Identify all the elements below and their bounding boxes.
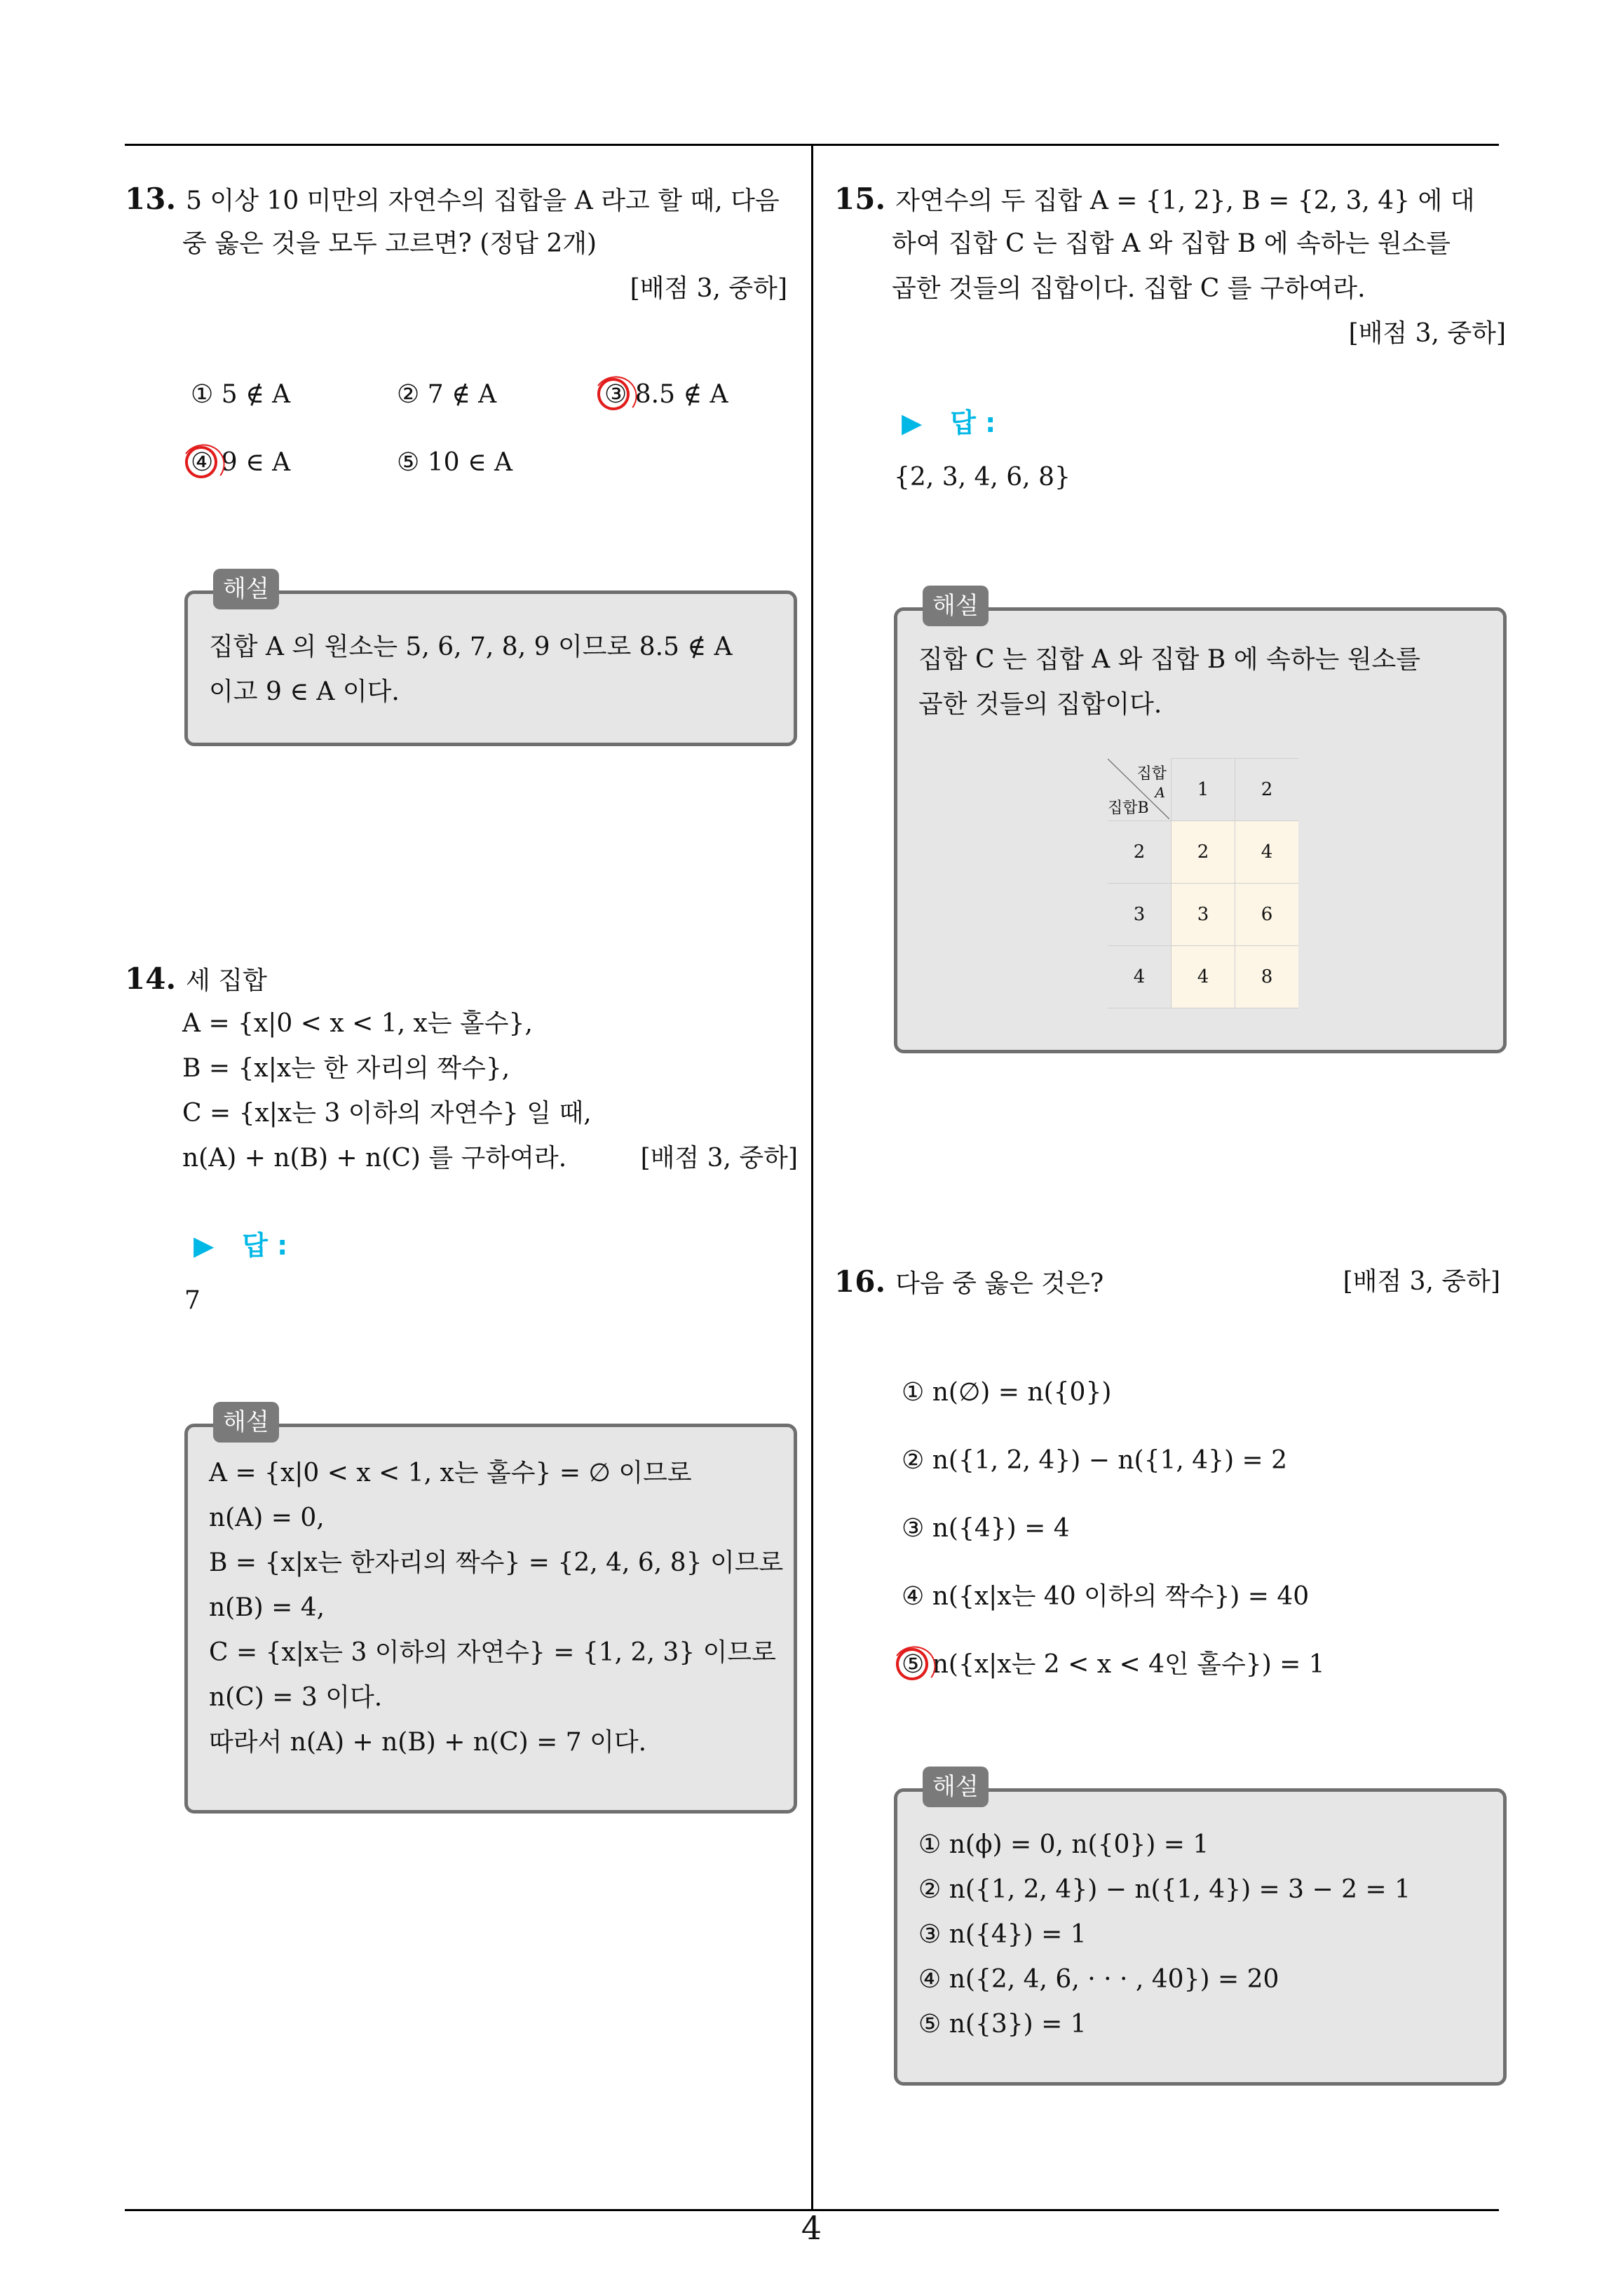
question-text-line: 자연수의 두 집합 A = {1, 2}, B = {2, 3, 4} 에 대 bbox=[895, 187, 1475, 215]
explanation-line: ⑤ n({3}) = 1 bbox=[918, 2010, 1087, 2039]
question-number: 13. bbox=[125, 182, 177, 216]
explanation-line: ② n({1, 2, 4}) − n({1, 4}) = 3 − 2 = 1 bbox=[918, 1875, 1411, 1904]
table-row-header: 3 bbox=[1108, 884, 1172, 946]
table-corner-cell: 집합 A 집합B bbox=[1108, 759, 1172, 821]
selected-mark-icon bbox=[182, 443, 219, 480]
choice-4[interactable]: ④ n({x|x는 40 이하의 짝수}) = 40 bbox=[902, 1582, 1310, 1611]
explanation-line: A = {x|0 < x < 1, x는 홀수} = ∅ 이므로 bbox=[209, 1459, 692, 1487]
question-15 bbox=[834, 177, 1507, 356]
play-arrow-icon: ▶ bbox=[193, 1230, 215, 1261]
answer-label: ▶ 답 : bbox=[193, 1230, 288, 1261]
question-13 bbox=[125, 177, 787, 311]
table-row-header: 2 bbox=[1108, 821, 1172, 884]
table-row-header: 4 bbox=[1108, 946, 1172, 1008]
selected-mark-icon bbox=[595, 375, 632, 412]
table-header-cell: 2 bbox=[1235, 759, 1299, 821]
explanation-title: 해설 bbox=[213, 569, 279, 609]
table-cell: 4 bbox=[1172, 946, 1235, 1008]
explanation-line: n(B) = 4, bbox=[209, 1593, 325, 1622]
answer-label: ▶ 답 : bbox=[902, 407, 996, 438]
explanation-line: n(A) = 0, bbox=[209, 1504, 325, 1532]
choice-2[interactable]: ② 7 ∉ A bbox=[397, 380, 497, 409]
choice-3[interactable]: ③ 8.5 ∉ A bbox=[604, 380, 728, 409]
table-header-cell: 1 bbox=[1172, 759, 1235, 821]
question-text-line: 세 집합 bbox=[186, 966, 267, 995]
explanation-box bbox=[894, 592, 1507, 1053]
explanation-line: 따라서 n(A) + n(B) + n(C) = 7 이다. bbox=[209, 1728, 647, 1757]
table-cell: 3 bbox=[1172, 884, 1235, 946]
question-number: 15. bbox=[834, 182, 886, 216]
score-label: [배점 3, 중하] bbox=[1343, 1267, 1500, 1296]
question-text-line: 5 이상 10 미만의 자연수의 집합을 A 라고 할 때, 다음 bbox=[186, 187, 780, 215]
choice-2[interactable]: ② n({1, 2, 4}) − n({1, 4}) = 2 bbox=[902, 1446, 1288, 1475]
choice-1[interactable]: ① 5 ∉ A bbox=[191, 380, 291, 409]
explanation-box bbox=[184, 1408, 797, 1814]
question-text-line: 하여 집합 C 는 집합 A 와 집합 B 에 속하는 원소를 bbox=[892, 229, 1451, 258]
explanation-line: ④ n({2, 4, 6, · · · , 40}) = 20 bbox=[918, 1965, 1279, 1994]
table-cell: 2 bbox=[1172, 821, 1235, 884]
explanation-line: n(C) = 3 이다. bbox=[209, 1683, 383, 1712]
table-cell: 8 bbox=[1235, 946, 1299, 1008]
answer-value: {2, 3, 4, 6, 8} bbox=[894, 463, 1071, 492]
choice-1[interactable]: ① n(∅) = n({0}) bbox=[902, 1378, 1112, 1407]
question-text-line: B = {x|x는 한 자리의 짝수}, bbox=[182, 1054, 510, 1083]
question-text-line: 중 옳은 것을 모두 고르면? (정답 2개) bbox=[182, 229, 597, 258]
page-number: 4 bbox=[801, 2209, 822, 2247]
question-text-line: A = {x|0 < x < 1, x는 홀수}, bbox=[182, 1009, 533, 1038]
selected-mark-icon bbox=[893, 1645, 930, 1682]
explanation-line: C = {x|x는 3 이하의 자연수} = {1, 2, 3} 이므로 bbox=[209, 1638, 776, 1667]
score-label: [배점 3, 중하] bbox=[630, 274, 787, 303]
choice-4[interactable]: ④ 9 ∈ A bbox=[191, 448, 291, 477]
question-16 bbox=[834, 1260, 1500, 1304]
explanation-title: 해설 bbox=[923, 1767, 989, 1807]
explanation-line: 집합 C 는 집합 A 와 집합 B 에 속하는 원소를 bbox=[918, 645, 1421, 674]
choice-5[interactable]: ⑤ n({x|x는 2 < x < 4인 홀수}) = 1 bbox=[902, 1650, 1325, 1679]
explanation-line: ① n(ϕ) = 0, n({0}) = 1 bbox=[918, 1830, 1209, 1859]
play-arrow-icon: ▶ bbox=[902, 407, 923, 438]
question-text-line: 다음 중 옳은 것은? bbox=[895, 1269, 1104, 1298]
choice-5[interactable]: ⑤ 10 ∈ A bbox=[397, 448, 513, 477]
explanation-title: 해설 bbox=[213, 1402, 279, 1443]
explanation-line: 이고 9 ∈ A 이다. bbox=[209, 677, 400, 706]
explanation-line: B = {x|x는 한자리의 짝수} = {2, 4, 6, 8} 이므로 bbox=[209, 1548, 784, 1577]
explanation-title: 해설 bbox=[923, 586, 989, 626]
question-number: 14. bbox=[125, 961, 177, 996]
answer-value: 7 bbox=[184, 1286, 201, 1315]
question-14 bbox=[125, 957, 798, 1181]
question-text-line: 곱한 것들의 집합이다. 집합 C 를 구하여라. bbox=[892, 274, 1366, 303]
table-cell: 4 bbox=[1235, 821, 1299, 884]
explanation-box bbox=[184, 575, 797, 746]
question-text-line: C = {x|x는 3 이하의 자연수} 일 때, bbox=[182, 1099, 592, 1128]
score-label: [배점 3, 중하] bbox=[1348, 319, 1506, 348]
table-cell: 6 bbox=[1235, 884, 1299, 946]
column-divider bbox=[811, 144, 813, 2209]
question-text-line: n(A) + n(B) + n(C) 를 구하여라. bbox=[182, 1144, 567, 1173]
explanation-box bbox=[894, 1773, 1507, 2086]
question-number: 16. bbox=[834, 1264, 886, 1299]
choice-3[interactable]: ③ n({4}) = 4 bbox=[902, 1514, 1070, 1543]
product-table bbox=[1108, 758, 1298, 1008]
explanation-line: ③ n({4}) = 1 bbox=[918, 1920, 1087, 1949]
explanation-line: 곱한 것들의 집합이다. bbox=[918, 690, 1162, 719]
explanation-line: 집합 A 의 원소는 5, 6, 7, 8, 9 이므로 8.5 ∉ A bbox=[209, 633, 733, 661]
score-label: [배점 3, 중하] bbox=[640, 1144, 798, 1173]
